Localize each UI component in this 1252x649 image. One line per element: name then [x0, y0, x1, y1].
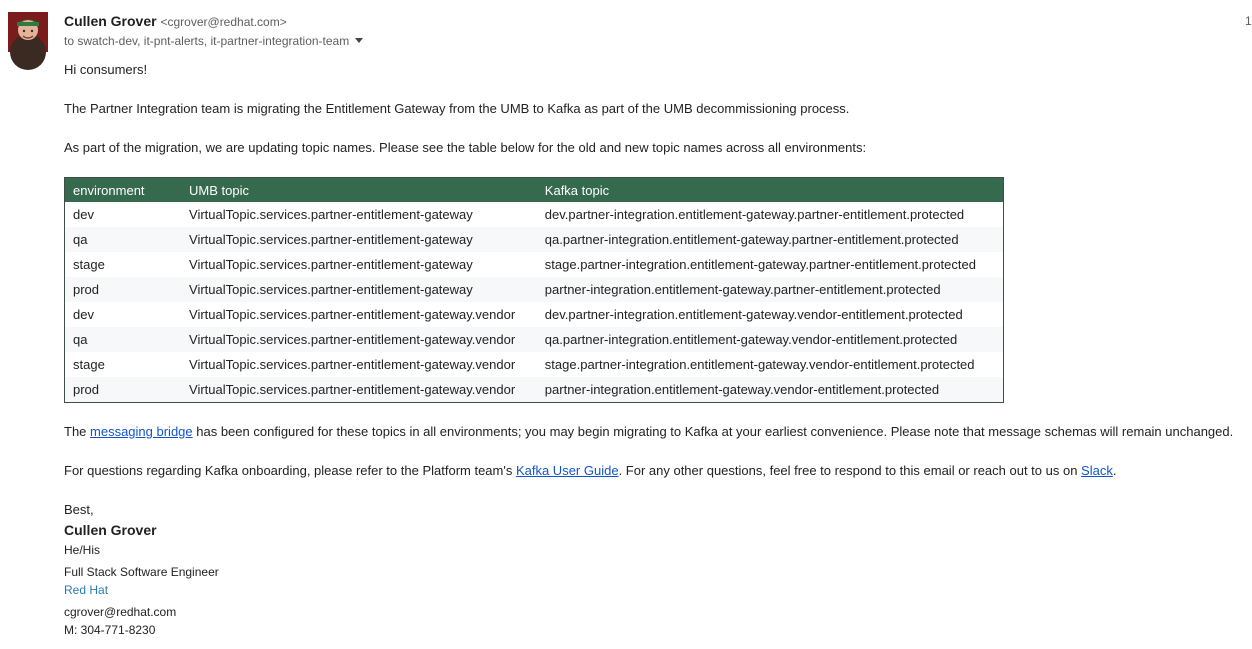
cell-kafka-topic: qa.partner-integration.entitlement-gateway.partner-entitlement.protected: [537, 227, 1004, 252]
cell-environment: qa: [65, 327, 182, 352]
cell-environment: dev: [73, 207, 94, 222]
messaging-bridge-link[interactable]: messaging bridge: [90, 424, 193, 439]
paragraph-topic-names: As part of the migration, we are updating topic names. Please see the table below for the old and new topic names across all environments:: [64, 140, 867, 155]
cell-kafka-topic: stage.partner-integration.entitlement-gateway.vendor-entitlement.protected: [544, 357, 975, 372]
header-environment: environment: [65, 178, 182, 203]
header-kafka-topic: Kafka topic: [537, 178, 1004, 203]
sender-email: <cgrover@redhat.com>: [160, 15, 287, 29]
paragraph-questions: [64, 463, 1116, 479]
cell-environment: prod: [65, 277, 182, 302]
cell-environment: dev: [73, 307, 94, 322]
cell-umb-topic: VirtualTopic.services.partner-entitlement-gateway: [181, 227, 537, 252]
cell-kafka-topic: dev.partner-integration.entitlement-gateway.vendor-entitlement.protected: [544, 307, 963, 322]
table-row: [65, 377, 1004, 403]
avatar-image: [8, 12, 48, 52]
slack-link[interactable]: Slack: [1081, 463, 1113, 478]
para4-suffix: .: [1112, 463, 1117, 478]
cell-environment: stage: [73, 257, 105, 272]
table-row: [65, 352, 1004, 377]
closing: Best,: [64, 502, 94, 517]
cell-umb-topic: VirtualTopic.services.partner-entitlement-gateway: [181, 277, 537, 302]
sender-line: [64, 13, 287, 29]
recipients-line[interactable]: [64, 34, 363, 48]
paragraph-migration: The Partner Integration team is migrating the Entitlement Gateway from the UMB to Kafka as part of the UMB decommissioning process.: [64, 101, 850, 116]
chevron-down-icon[interactable]: [355, 38, 363, 43]
para4-prefix: For questions regarding Kafka onboarding, please refer to the Platform team's: [64, 463, 516, 478]
cell-kafka-topic: dev.partner-integration.entitlement-gateway.partner-entitlement.protected: [544, 207, 965, 222]
kafka-user-guide-link[interactable]: Kafka User Guide: [515, 463, 619, 478]
cell-environment: stage: [73, 357, 105, 372]
signature-email[interactable]: cgrover@redhat.com: [64, 605, 177, 619]
greeting: Hi consumers!: [64, 62, 148, 77]
cell-umb-topic: VirtualTopic.services.partner-entitlement-gateway: [189, 207, 473, 222]
corner-mark: 1: [1245, 14, 1252, 28]
table-row: [65, 202, 1004, 227]
signature-title: Full Stack Software Engineer: [64, 565, 219, 579]
sender-name[interactable]: Cullen Grover: [64, 13, 157, 29]
table-row: [65, 327, 1004, 352]
paragraph-messaging-bridge: [64, 424, 1233, 440]
cell-environment: qa: [65, 227, 182, 252]
table-row: [65, 302, 1004, 327]
cell-umb-topic: VirtualTopic.services.partner-entitlement-gateway.vendor: [181, 377, 537, 403]
cell-umb-topic: VirtualTopic.services.partner-entitlement-gateway.vendor: [189, 357, 516, 372]
table-row: [65, 277, 1004, 302]
topics-table: [64, 177, 1004, 403]
recipients-text: to swatch-dev, it-pnt-alerts, it-partner-integration-team: [64, 34, 350, 48]
cell-umb-topic: VirtualTopic.services.partner-entitlement-gateway: [189, 257, 473, 272]
signature-company[interactable]: Red Hat: [64, 583, 109, 597]
table-row: [65, 252, 1004, 277]
signature-name: Cullen Grover: [64, 522, 157, 538]
cell-kafka-topic: partner-integration.entitlement-gateway.partner-entitlement.protected: [537, 277, 1004, 302]
table-row: [65, 227, 1004, 252]
table-header-row: [65, 178, 1004, 203]
signature-phone: M: 304-771-8230: [64, 623, 156, 637]
cell-umb-topic: VirtualTopic.services.partner-entitlement-gateway.vendor: [189, 307, 516, 322]
header-umb-topic: UMB topic: [181, 178, 537, 203]
para3-prefix: The: [64, 424, 91, 439]
para4-middle: . For any other questions, feel free to respond to this email or reach out to us on: [618, 463, 1082, 478]
cell-environment: prod: [65, 377, 182, 403]
cell-kafka-topic: partner-integration.entitlement-gateway.vendor-entitlement.protected: [537, 377, 1004, 403]
sender-avatar[interactable]: [8, 12, 48, 52]
cell-kafka-topic: stage.partner-integration.entitlement-gateway.partner-entitlement.protected: [544, 257, 976, 272]
cell-kafka-topic: qa.partner-integration.entitlement-gateway.vendor-entitlement.protected: [537, 327, 1004, 352]
cell-umb-topic: VirtualTopic.services.partner-entitlement-gateway.vendor: [181, 327, 537, 352]
signature-pronouns: He/His: [64, 543, 101, 557]
para3-suffix: has been configured for these topics in all environments; you may begin migrating to Kafka at your earliest convenience. Please note that message schemas will remain unchanged.: [192, 424, 1234, 439]
